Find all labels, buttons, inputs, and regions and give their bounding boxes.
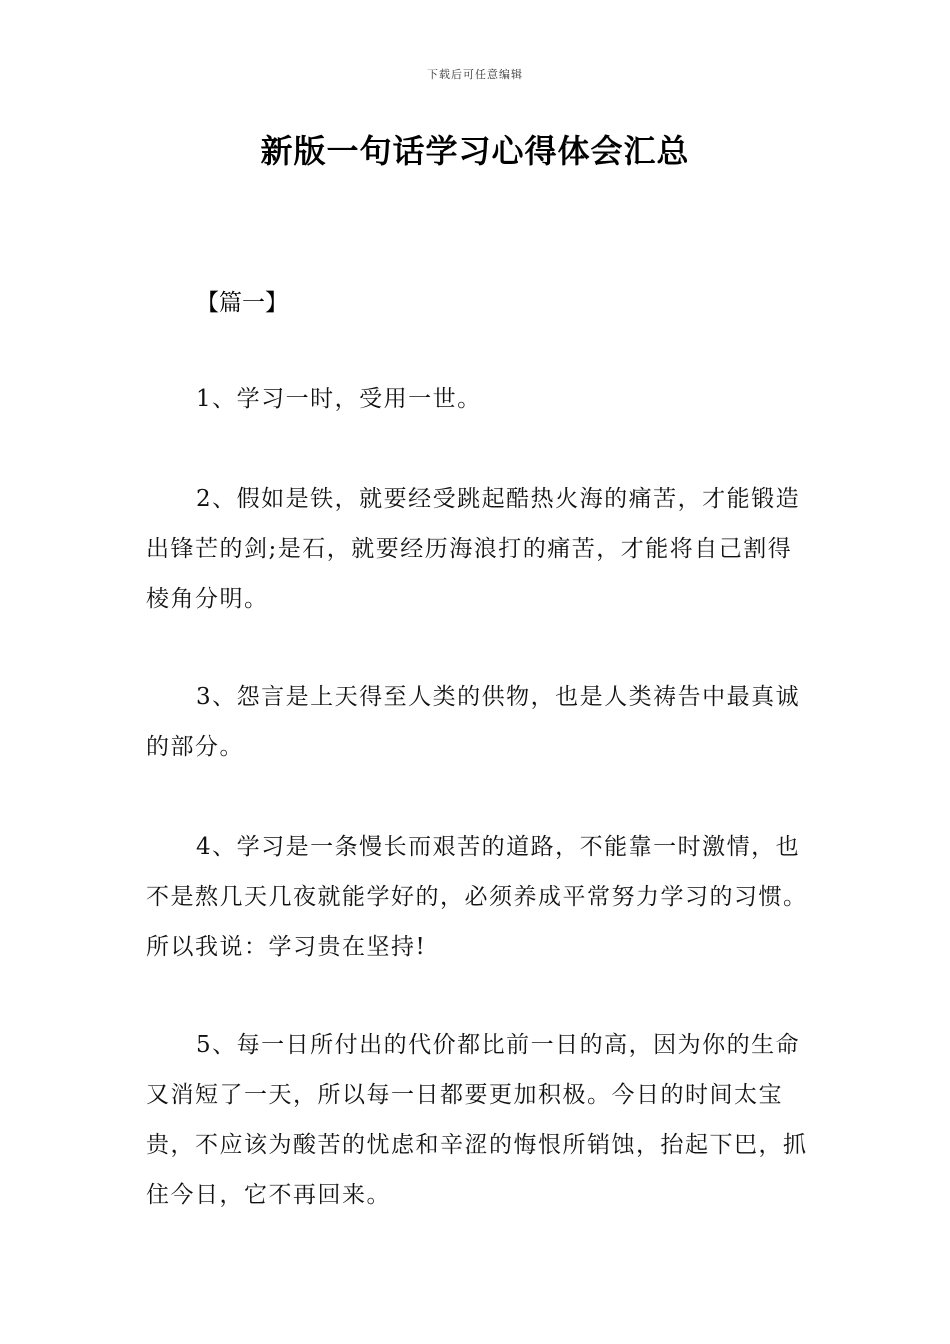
paragraph-4: 4、学习是一条慢长而艰苦的道路，不能靠一时激情，也不是熬几天几夜就能学好的，必须养成平常努力学习的习惯。所以我说：学习贵在坚持! [146,834,808,960]
document-title: 新版一句话学习心得体会汇总 [260,132,690,170]
paragraph-3: 3、怨言是上天得至人类的供物，也是人类祷告中最真诚的部分。 [146,684,801,760]
paragraph-5: 5、每一日所付出的代价都比前一日的高，因为你的生命又消短了一天，所以每一日都要更加积极。今日的时间太宝贵，不应该为酸苦的忧虑和辛涩的悔恨所销蚀，抬起下巴，抓住今日，它不再回来。 [146,1032,808,1208]
section-heading: 【篇一】 [196,290,288,316]
paragraph-2: 2、假如是铁，就要经受跳起酷热火海的痛苦，才能锻造出锋芒的剑;是石，就要经历海浪打的痛苦，才能将自己割得棱角分明。 [146,486,801,612]
paragraph-1: 1、学习一时，受用一世。 [196,386,482,412]
header-note: 下载后可任意编辑 [427,68,523,81]
